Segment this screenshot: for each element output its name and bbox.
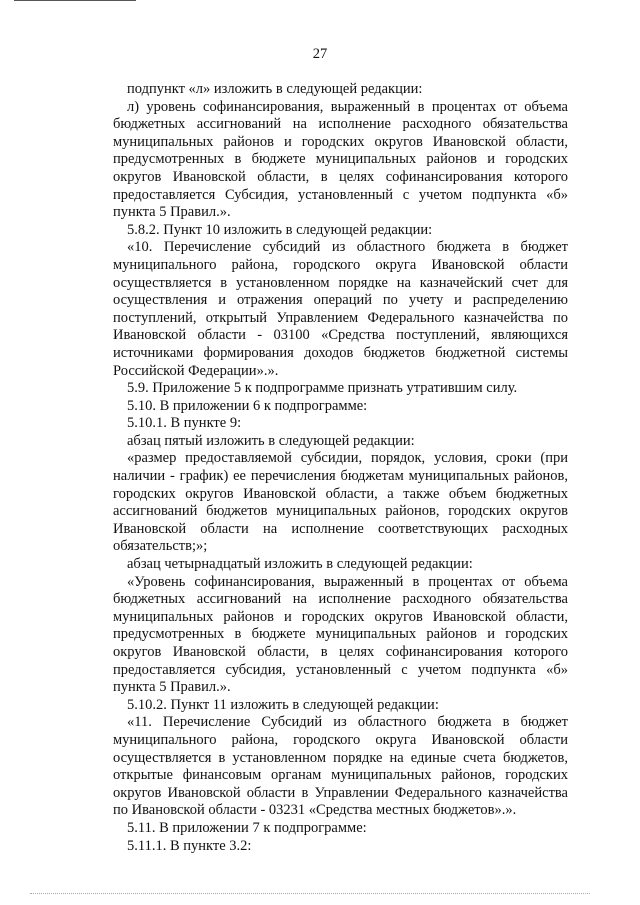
top-rule	[14, 0, 136, 2]
paragraph-12: 5.10.2. Пункт 11 изложить в следующей редакции:	[127, 696, 439, 713]
paragraph-15: 5.11.1. В пункте 3.2:	[127, 837, 252, 854]
document-body	[113, 81, 568, 855]
paragraph-4: «10. Перечисление субсидий из областного бюджета в бюджет муниципального района, городского округа Ивановской области осуществляется в установленном порядке на казначейский счет для осуществления и отражения операций по учету и распределению поступлений, открытый Управлением Федерального казначейства по Ивановской области - 03100 «Средства поступлений, являющихся источниками формирования доходов бюджетов бюджетной системы Российской Федерации».».	[113, 239, 568, 379]
paragraph-2: л) уровень софинансирования, выраженный в процентах от объема бюджетных ассигнований на исполнение расходного обязательства муниципальных районов и городских округов Ивановской области, предусмотренных в бюджете муниципальных районов и городских округов Ивановской области, в целях софинансирования которого предоставляется Субсидия, установленный с учетом подпункта «б» пункта 5 Правил.».	[113, 98, 568, 221]
paragraph-5: 5.9. Приложение 5 к подпрограмме признать утратившим силу.	[127, 380, 518, 397]
paragraph-11: «Уровень софинансирования, выраженный в процентах от объема бюджетных ассигнований на исполнение расходного обязательства муниципальных районов и городских округов Ивановской области, предусмотренных в бюджете муниципальных районов и городских округов Ивановской области, в целях софинансирования которого предоставляется субсидия, установленный с учетом подпункта «б» пункта 5 Правил.».	[113, 573, 568, 696]
page-number: 27	[312, 46, 328, 62]
paragraph-8: абзац пятый изложить в следующей редакции:	[127, 432, 415, 449]
paragraph-6: 5.10. В приложении 6 к подпрограмме:	[127, 397, 368, 414]
paragraph-1: подпункт «л» изложить в следующей редакции:	[127, 81, 423, 97]
paragraph-3: 5.8.2. Пункт 10 изложить в следующей редакции:	[127, 221, 433, 238]
paragraph-14: 5.11. В приложении 7 к подпрограмме:	[127, 819, 367, 836]
scan-artifact-line	[30, 893, 590, 895]
paragraph-7: 5.10.1. В пункте 9:	[127, 415, 242, 432]
paragraph-10: абзац четырнадцатый изложить в следующей редакции:	[127, 556, 473, 573]
paragraph-9: «размер предоставляемой субсидии, порядок, условия, сроки (при наличии - график) ее перечисления бюджетам муниципальных районов, городских округов Ивановской области, а также объем бюджетных ассигнований бюджетов муниципальных районов, городских округов Ивановской области на исполнение соответствующих расходных обязательств;»;	[113, 450, 568, 555]
paragraph-13: «11. Перечисление Субсидий из областного бюджета в бюджет муниципального района, городского округа Ивановской области осуществляется в установленном порядке на единые счета бюджетов, открытые финансовым органам муниципальных районов, городских округов Ивановской области в Управлении Федерального казначейства по Ивановской области - 03231 «Средства местных бюджетов».».	[113, 714, 568, 819]
